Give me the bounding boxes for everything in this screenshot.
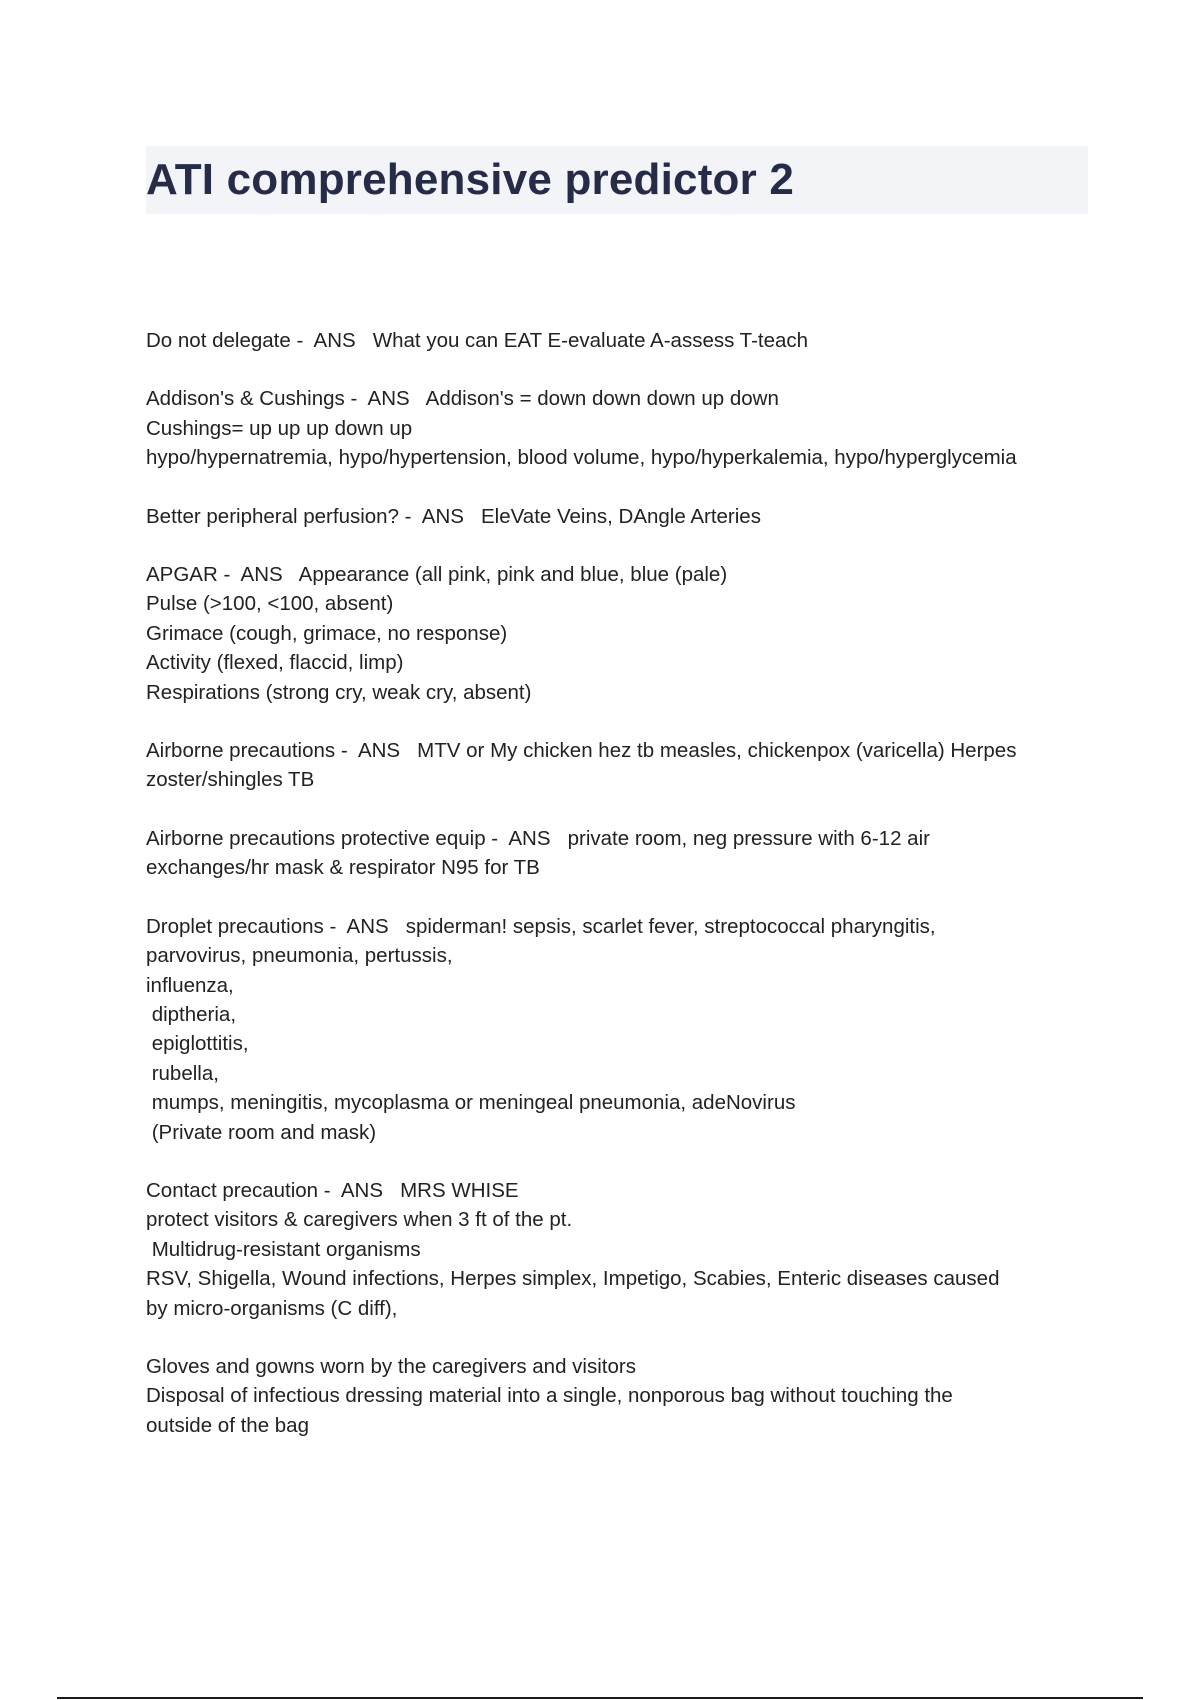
qa-entry (146, 1352, 1096, 1440)
entry-answer-line: influenza, (146, 973, 234, 997)
entry-question-line: Airborne precautions protective equip - ANS private room, neg pressure with 6-12 air (146, 826, 930, 850)
page-title: ATI comprehensive predictor 2 (146, 155, 795, 204)
entry-question-line: Airborne precautions - ANS MTV or My chicken hez tb measles, chickenpox (varicella) Herpes (146, 739, 1017, 763)
entry-question-line: APGAR - ANS Appearance (all pink, pink and blue, blue (pale) (146, 563, 728, 587)
entry-answer-line: exchanges/hr mask & respirator N95 for TB (146, 856, 540, 880)
entry-question-line: Better peripheral perfusion? - ANS EleVate Veins, DAngle Arteries (146, 504, 761, 528)
entry-answer-line: mumps, meningitis, mycoplasma or meningeal pneumonia, adeNovirus (146, 1091, 796, 1115)
entry-answer-line: outside of the bag (146, 1413, 309, 1437)
qa-entry (146, 384, 1096, 472)
qa-entry (146, 736, 1096, 795)
qa-entry (146, 326, 1096, 355)
qa-entry (146, 912, 1096, 1147)
entry-question-line: Addison's & Cushings - ANS Addison's = down down down up down (146, 387, 779, 411)
entry-question-line: Gloves and gowns worn by the caregivers and visitors (146, 1354, 636, 1378)
entry-answer-line: RSV, Shigella, Wound infections, Herpes simplex, Impetigo, Scabies, Enteric diseases caused (146, 1267, 1000, 1291)
entry-answer-line: Activity (flexed, flaccid, limp) (146, 651, 404, 675)
footer-divider (57, 1697, 1143, 1699)
entry-answer-line: Grimace (cough, grimace, no response) (146, 621, 508, 645)
entry-answer-line: (Private room and mask) (146, 1120, 377, 1144)
entry-answer-line: rubella, (146, 1061, 219, 1085)
entry-answer-line: zoster/shingles TB (146, 768, 315, 792)
entry-question-line: Do not delegate - ANS What you can EAT E-evaluate A-assess T-teach (146, 329, 809, 352)
qa-entry (146, 1176, 1096, 1323)
entry-question-line: Droplet precautions - ANS spiderman! sepsis, scarlet fever, streptococcal pharyngitis, (146, 914, 936, 938)
entry-answer-line: Cushings= up up up down up (146, 416, 413, 440)
entry-answer-line: parvovirus, pneumonia, pertussis, (146, 944, 453, 968)
entry-answer-line: hypo/hypernatremia, hypo/hypertension, blood volume, hypo/hyperkalemia, hypo/hyperglycemia (146, 446, 1017, 470)
qa-entry (146, 560, 1096, 707)
qa-entry (146, 824, 1096, 883)
entry-answer-line: epiglottitis, (146, 1032, 249, 1056)
document-body (146, 326, 1096, 1469)
entry-answer-line: diptheria, (146, 1002, 237, 1026)
entry-answer-line: by micro-organisms (C diff), (146, 1296, 398, 1320)
entry-answer-line: Disposal of infectious dressing material into a single, nonporous bag without touching the (146, 1384, 953, 1408)
qa-entry (146, 502, 1096, 531)
entry-answer-line: Pulse (>100, <100, absent) (146, 592, 394, 616)
entry-answer-line: Multidrug-resistant organisms (146, 1237, 421, 1261)
entry-answer-line: protect visitors & caregivers when 3 ft of the pt. (146, 1208, 573, 1232)
entry-question-line: Contact precaution - ANS MRS WHISE (146, 1178, 519, 1202)
entry-answer-line: Respirations (strong cry, weak cry, absent) (146, 680, 532, 704)
